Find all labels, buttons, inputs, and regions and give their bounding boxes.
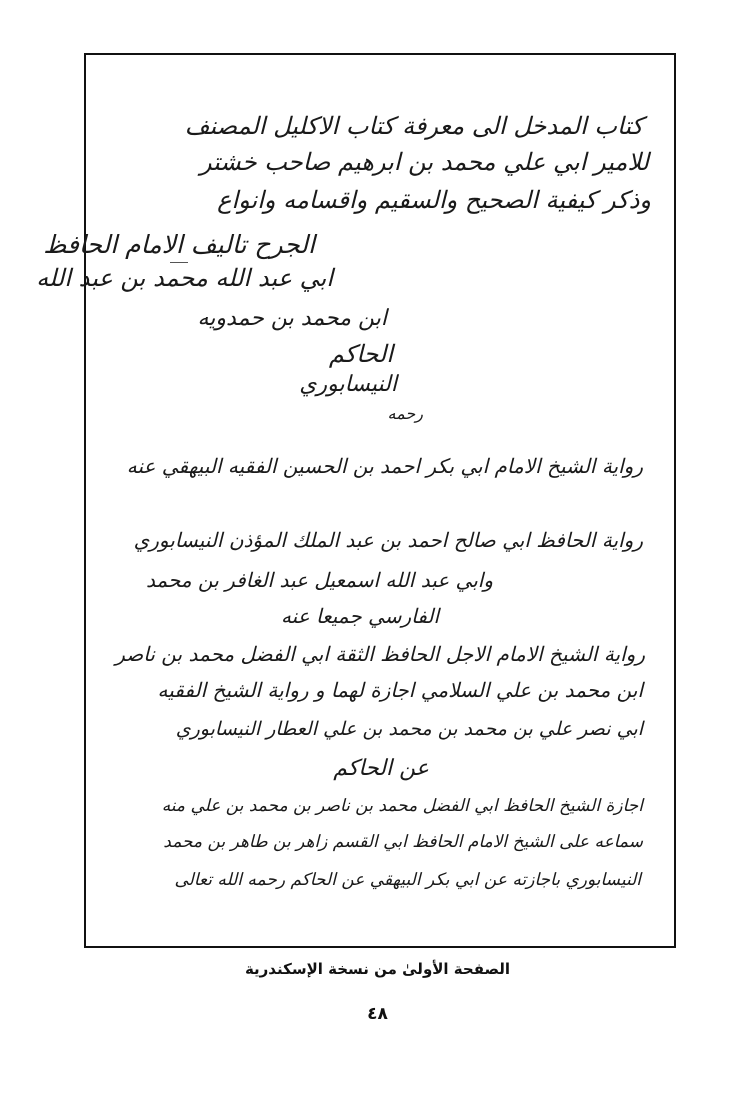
manuscript-line-4: الجرح تاليف الامام الحافظ: [43, 230, 315, 259]
manuscript-line-3: وذكر كيفية الصحيح والسقيم واقسامه وانواع: [217, 186, 651, 214]
manuscript-line-8: النيسابوري: [299, 372, 397, 397]
page-number: ٤٨: [367, 1004, 388, 1024]
stray-mark-left: [170, 262, 188, 263]
manuscript-line-6: ابن محمد بن حمدويه: [197, 306, 387, 331]
manuscript-line-15: ابن محمد بن علي السلامي اجازة لهما و رواية الشيخ الفقيه: [157, 678, 643, 702]
manuscript-line-2: للامير ابي علي محمد بن ابرهيم صاحب خشتر: [199, 148, 649, 176]
manuscript-line-17: عن الحاكم: [333, 756, 429, 781]
manuscript-line-19: سماعه على الشيخ الامام الحافظ ابي القسم زاهر بن طاهر بن محمد: [163, 832, 643, 852]
figure-caption: الصفحة الأولىٰ من نسخة الإسكندرية: [244, 960, 511, 978]
manuscript-line-16: ابي نصر علي بن محمد بن محمد بن علي العطار النيسابوري: [175, 718, 643, 740]
manuscript-line-12: وابي عبد الله اسمعيل عبد الغافر بن محمد: [145, 568, 493, 592]
manuscript-line-9: رحمه: [387, 404, 423, 423]
manuscript-line-7: الحاكم: [328, 340, 393, 368]
manuscript-line-11: رواية الحافظ ابي صالح احمد بن عبد الملك المؤذن النيسابوري: [133, 528, 643, 552]
manuscript-line-10: رواية الشيخ الامام ابي بكر احمد بن الحسين الفقيه البيهقي عنه: [126, 454, 643, 478]
manuscript-line-5: ابي عبد الله محمد بن عبد الله: [36, 264, 333, 292]
manuscript-line-13: الفارسي جميعا عنه: [280, 604, 439, 628]
manuscript-line-14: رواية الشيخ الامام الاجل الحافظ الثقة ابي الفضل محمد بن ناصر: [115, 642, 645, 666]
manuscript-line-1: كتاب المدخل الى معرفة كتاب الاكليل المصنف: [184, 112, 643, 140]
manuscript-line-20: النيسابوري باجازته عن ابي بكر البيهقي عن الحاكم رحمه الله تعالى: [174, 870, 641, 890]
manuscript-line-18: اجازة الشيخ الحافظ ابي الفضل محمد بن ناصر بن محمد بن علي منه: [161, 796, 643, 816]
